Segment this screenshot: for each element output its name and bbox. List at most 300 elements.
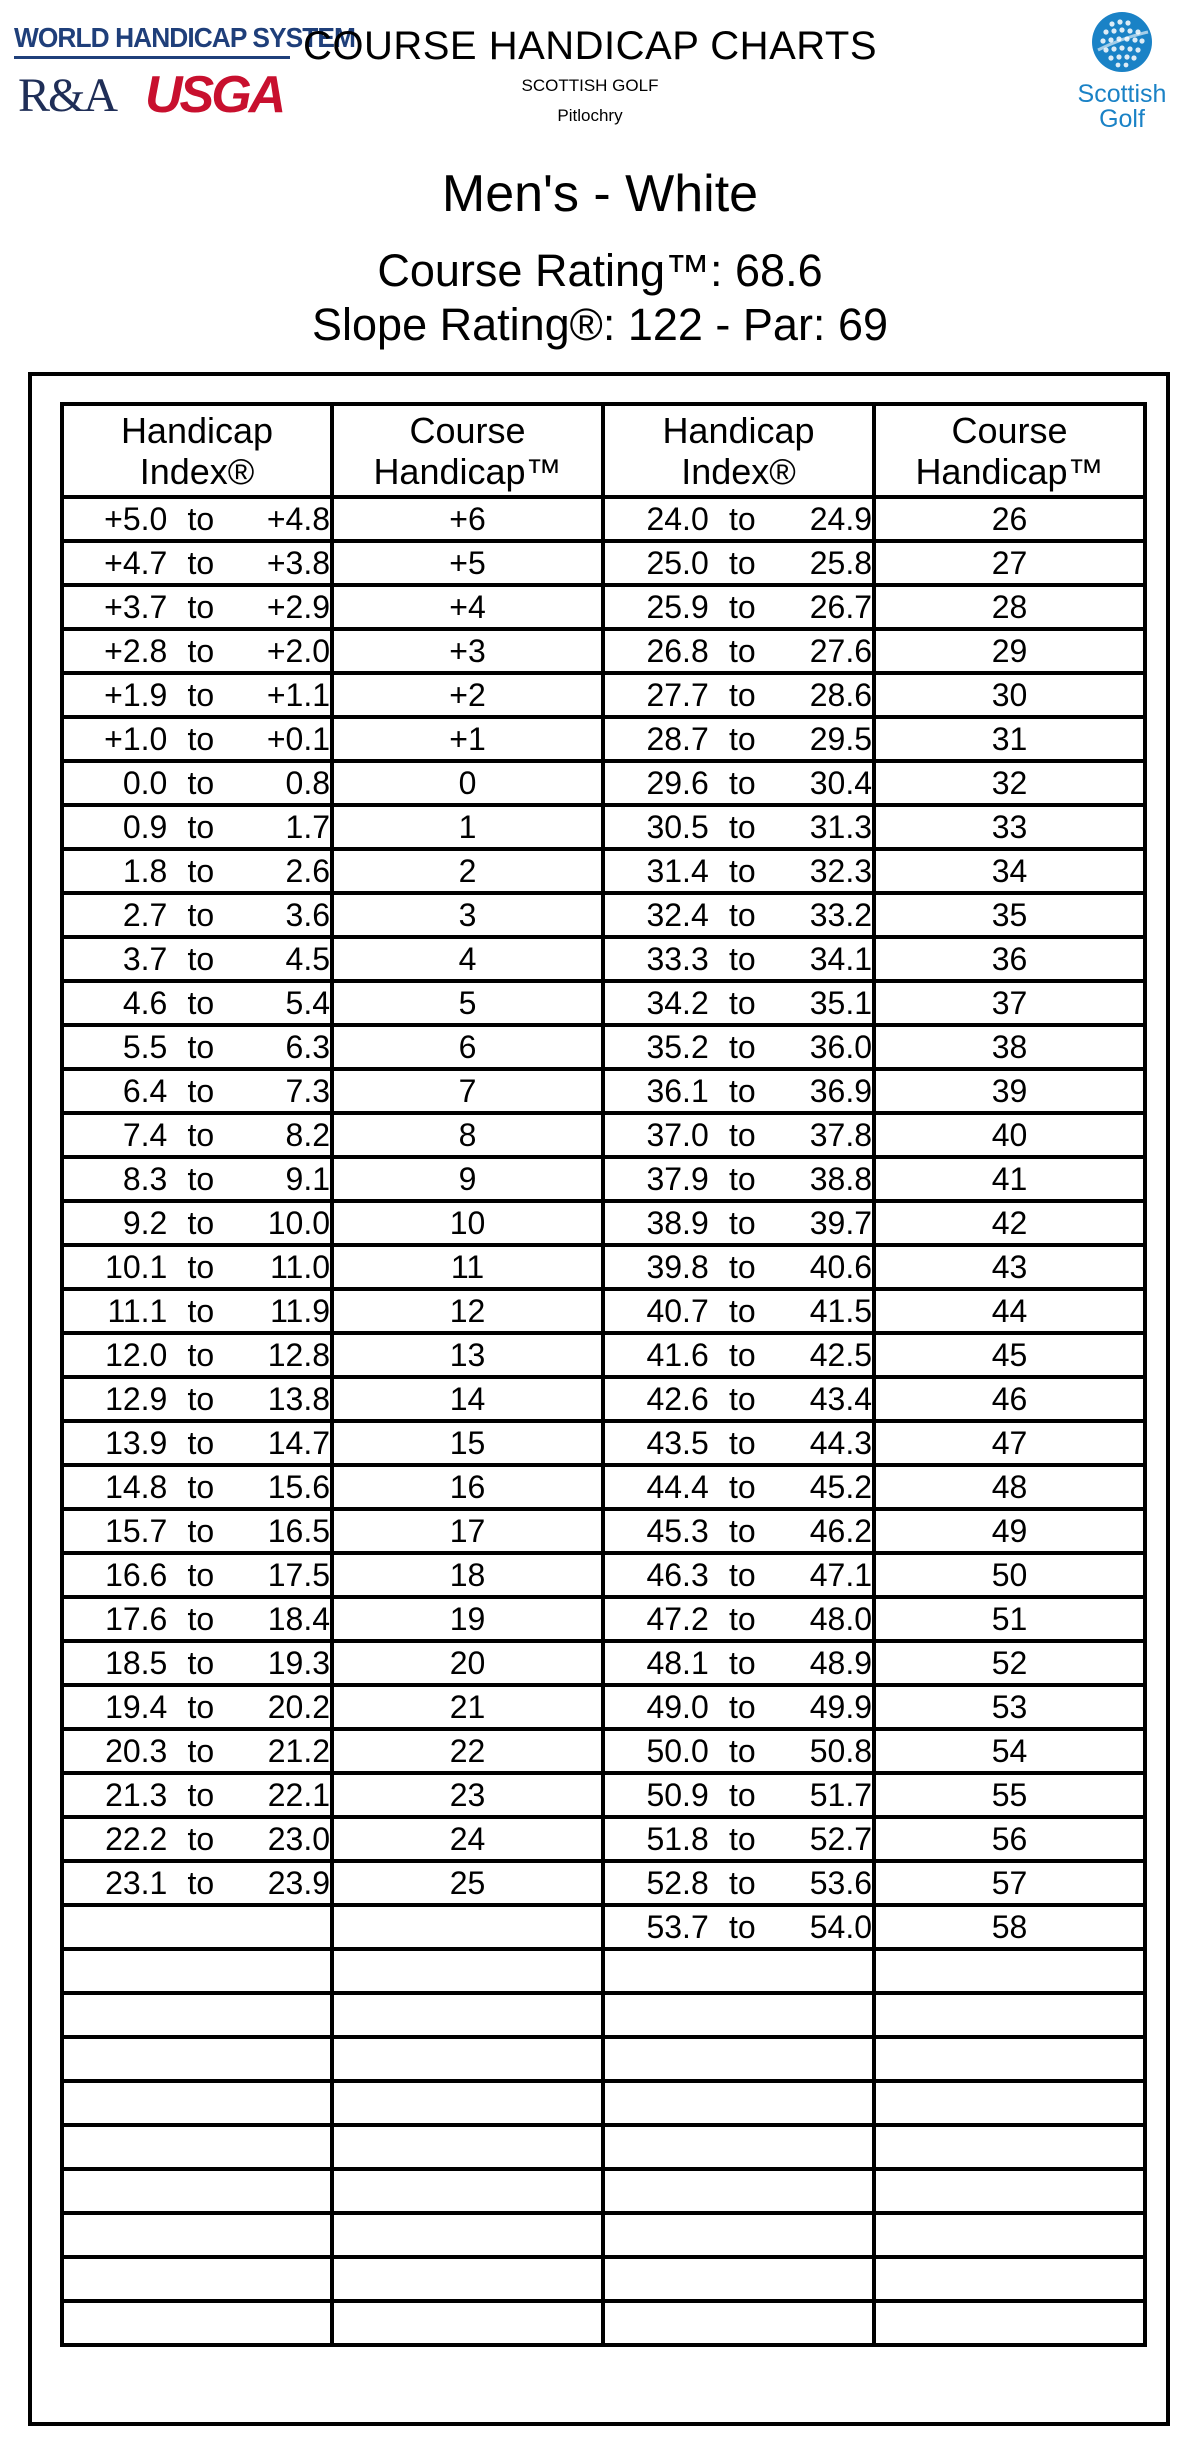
table-row (62, 2257, 1145, 2301)
range-to: 29.5 (809, 720, 873, 757)
range-to: 28.6 (809, 676, 873, 713)
range-from: 18.5 (105, 1644, 168, 1681)
range-to: 9.1 (285, 1160, 331, 1197)
range-from: 23.1 (105, 1864, 168, 1901)
course-handicap-cell: 23 (332, 1773, 603, 1817)
course-handicap-cell: 25 (332, 1861, 603, 1905)
course-handicap-cell: +6 (332, 497, 603, 541)
range-from: 12.9 (105, 1380, 168, 1417)
whs-logo-rule (14, 56, 290, 59)
table-row (62, 541, 1145, 585)
course-handicap-cell (332, 1905, 603, 1949)
range-to-word: to (187, 1028, 215, 1065)
handicap-index-range (605, 1293, 872, 1330)
range-to: 0.8 (285, 764, 331, 801)
range-from: 48.1 (646, 1644, 709, 1681)
course-handicap-cell: 6 (332, 1025, 603, 1069)
table-row (62, 1025, 1145, 1069)
range-to-word: to (729, 1556, 756, 1593)
range-from: 2.7 (122, 896, 168, 933)
range-to-word: to (729, 1204, 756, 1241)
range-to: 3.6 (285, 896, 331, 933)
range-to-word: to (187, 1160, 215, 1197)
handicap-index-cell (62, 1905, 332, 1949)
range-to-word: to (729, 1072, 756, 1109)
course-handicap-cell: 18 (332, 1553, 603, 1597)
handicap-index-cell (603, 2037, 874, 2081)
header-handicap-index-left: Handicap Index® (62, 404, 332, 497)
table-row (62, 1201, 1145, 1245)
range-from: 7.4 (122, 1116, 168, 1153)
handicap-index-cell (62, 541, 332, 585)
range-to: 53.6 (809, 1864, 873, 1901)
table-row (62, 2301, 1145, 2345)
table-row (62, 1333, 1145, 1377)
table-row (62, 1641, 1145, 1685)
range-to-word: to (729, 588, 756, 625)
course-handicap-cell: 17 (332, 1509, 603, 1553)
range-to: 11.9 (270, 1292, 331, 1329)
course-handicap-cell: 40 (874, 1113, 1145, 1157)
range-to: 51.7 (809, 1776, 873, 1813)
handicap-index-range (64, 765, 330, 802)
course-handicap-cell: 35 (874, 893, 1145, 937)
range-from: 43.5 (646, 1424, 709, 1461)
range-to-word: to (729, 984, 756, 1021)
course-handicap-cell: 5 (332, 981, 603, 1025)
course-handicap-cell: 22 (332, 1729, 603, 1773)
range-to: 42.5 (809, 1336, 873, 1373)
table-row (62, 1597, 1145, 1641)
range-to-word: to (187, 940, 215, 977)
course-handicap-cell: 34 (874, 849, 1145, 893)
range-to-word: to (729, 1908, 756, 1945)
range-to-word: to (187, 676, 215, 713)
range-to-word: to (729, 1600, 756, 1637)
handicap-index-cell (603, 1729, 874, 1773)
handicap-index-range (605, 1645, 872, 1682)
range-from: 52.8 (646, 1864, 709, 1901)
range-from: 37.9 (646, 1160, 709, 1197)
range-to: +0.1 (266, 720, 331, 757)
handicap-index-range (605, 633, 872, 670)
course-handicap-cell: 53 (874, 1685, 1145, 1729)
page-title: COURSE HANDICAP CHARTS (302, 24, 878, 68)
course-handicap-cell: 24 (332, 1817, 603, 1861)
handicap-index-cell (62, 2213, 332, 2257)
range-to-word: to (729, 852, 756, 889)
range-to-word: to (729, 1380, 756, 1417)
usga-logo: USGA (145, 66, 284, 124)
handicap-index-range (605, 941, 872, 978)
range-to-word: to (187, 1512, 215, 1549)
header-course-handicap-right: Course Handicap™ (874, 404, 1145, 497)
handicap-index-range (605, 1777, 872, 1814)
handicap-index-range (64, 501, 330, 538)
range-from: 34.2 (646, 984, 709, 1021)
handicap-index-range (64, 1073, 330, 1110)
course-handicap-cell: 56 (874, 1817, 1145, 1861)
course-handicap-cell: 4 (332, 937, 603, 981)
handicap-index-range (605, 1205, 872, 1242)
handicap-index-range (64, 1381, 330, 1418)
range-from: 51.8 (646, 1820, 709, 1857)
course-handicap-cell: 31 (874, 717, 1145, 761)
handicap-index-cell (62, 2169, 332, 2213)
range-from: 33.3 (646, 940, 709, 977)
table-row (62, 1905, 1145, 1949)
course-handicap-cell: +1 (332, 717, 603, 761)
range-from: 45.3 (646, 1512, 709, 1549)
course-handicap-cell: 43 (874, 1245, 1145, 1289)
range-to-word: to (187, 808, 215, 845)
table-header-row (62, 404, 1145, 497)
range-to-word: to (187, 764, 215, 801)
handicap-index-cell (603, 2169, 874, 2213)
course-handicap-cell (332, 2125, 603, 2169)
range-to: 2.6 (285, 852, 331, 889)
table-row (62, 2037, 1145, 2081)
handicap-index-cell (62, 893, 332, 937)
range-to: +2.0 (266, 632, 331, 669)
handicap-index-cell (62, 2081, 332, 2125)
handicap-index-range (64, 853, 330, 890)
range-to: 54.0 (809, 1908, 873, 1945)
course-handicap-cell (332, 2037, 603, 2081)
course-handicap-cell: +2 (332, 673, 603, 717)
range-from: 53.7 (646, 1908, 709, 1945)
range-to: 26.7 (809, 588, 873, 625)
range-to-word: to (729, 764, 756, 801)
range-to: 12.8 (267, 1336, 331, 1373)
handicap-index-cell (603, 1025, 874, 1069)
course-handicap-cell: 28 (874, 585, 1145, 629)
handicap-chart-table (60, 402, 1147, 2347)
table-row (62, 761, 1145, 805)
course-handicap-cell: 46 (874, 1377, 1145, 1421)
range-from: 50.9 (646, 1776, 709, 1813)
range-to: 37.8 (809, 1116, 873, 1153)
range-from: +4.7 (104, 544, 168, 581)
handicap-index-cell (62, 937, 332, 981)
range-from: 49.0 (646, 1688, 709, 1725)
range-from: 25.0 (646, 544, 709, 581)
course-handicap-cell: 27 (874, 541, 1145, 585)
course-handicap-cell: 21 (332, 1685, 603, 1729)
range-from: 29.6 (646, 764, 709, 801)
range-from: 22.2 (105, 1820, 168, 1857)
table-row (62, 1861, 1145, 1905)
range-from: 44.4 (646, 1468, 709, 1505)
handicap-index-cell (603, 541, 874, 585)
table-row (62, 1685, 1145, 1729)
handicap-index-range (64, 545, 330, 582)
handicap-index-range (64, 1469, 330, 1506)
range-from: 16.6 (105, 1556, 168, 1593)
range-from: 36.1 (646, 1072, 709, 1109)
range-to: 27.6 (809, 632, 873, 669)
handicap-index-cell (62, 2301, 332, 2345)
course-handicap-cell (332, 2213, 603, 2257)
handicap-index-cell (603, 1993, 874, 2037)
handicap-index-cell (62, 1949, 332, 1993)
handicap-index-cell (603, 1641, 874, 1685)
handicap-index-cell (62, 1113, 332, 1157)
range-to: 18.4 (267, 1600, 331, 1637)
range-to-word: to (729, 544, 756, 581)
course-handicap-cell (332, 1993, 603, 2037)
course-handicap-cell: +3 (332, 629, 603, 673)
handicap-index-cell (603, 1509, 874, 1553)
handicap-index-cell (603, 2213, 874, 2257)
handicap-index-cell (62, 1817, 332, 1861)
handicap-index-range (64, 633, 330, 670)
course-handicap-cell: 9 (332, 1157, 603, 1201)
golf-ball-icon (1090, 10, 1154, 74)
range-to-word: to (187, 1336, 215, 1373)
range-to: 49.9 (809, 1688, 873, 1725)
handicap-index-range (64, 941, 330, 978)
range-to-word: to (729, 1688, 756, 1725)
range-from: 26.8 (646, 632, 709, 669)
range-to: +4.8 (266, 500, 331, 537)
course-handicap-cell (874, 2081, 1145, 2125)
table-row (62, 1553, 1145, 1597)
handicap-index-cell (603, 629, 874, 673)
course-handicap-cell: +5 (332, 541, 603, 585)
handicap-index-range (605, 1161, 872, 1198)
table-row (62, 1421, 1145, 1465)
range-to-word: to (187, 1072, 215, 1109)
handicap-index-range (605, 1601, 872, 1638)
handicap-index-range (605, 677, 872, 714)
handicap-index-range (605, 1337, 872, 1374)
handicap-index-range (64, 809, 330, 846)
range-from: 17.6 (105, 1600, 168, 1637)
range-to: 22.1 (267, 1776, 331, 1813)
handicap-index-cell (603, 585, 874, 629)
handicap-index-range (64, 1117, 330, 1154)
handicap-index-cell (62, 2037, 332, 2081)
handicap-index-range (605, 853, 872, 890)
handicap-index-cell (62, 1597, 332, 1641)
handicap-index-cell (62, 585, 332, 629)
range-from: 42.6 (646, 1380, 709, 1417)
handicap-index-cell (603, 1245, 874, 1289)
handicap-index-cell (62, 1553, 332, 1597)
handicap-index-range (605, 1029, 872, 1066)
handicap-index-cell (62, 761, 332, 805)
handicap-index-cell (603, 1157, 874, 1201)
handicap-index-cell (603, 2301, 874, 2345)
course-handicap-cell (874, 2257, 1145, 2301)
handicap-index-cell (62, 497, 332, 541)
handicap-index-range (64, 1689, 330, 1726)
handicap-index-cell (62, 1773, 332, 1817)
range-to: 46.2 (809, 1512, 873, 1549)
range-from: 9.2 (122, 1204, 168, 1241)
table-row (62, 2125, 1145, 2169)
range-to-word: to (729, 720, 756, 757)
association-name: SCOTTISH GOLF (521, 76, 659, 95)
range-to-word: to (729, 632, 756, 669)
course-handicap-cell: 20 (332, 1641, 603, 1685)
handicap-index-range (605, 765, 872, 802)
table-row (62, 1465, 1145, 1509)
handicap-index-cell (603, 937, 874, 981)
handicap-index-cell (603, 1861, 874, 1905)
handicap-index-cell (603, 497, 874, 541)
range-to: 45.2 (809, 1468, 873, 1505)
range-to: 11.0 (270, 1248, 331, 1285)
range-to-word: to (187, 1116, 215, 1153)
range-to-word: to (187, 1248, 215, 1285)
handicap-index-cell (62, 805, 332, 849)
handicap-index-cell (603, 1553, 874, 1597)
handicap-index-range (64, 1821, 330, 1858)
handicap-index-cell (62, 1861, 332, 1905)
range-to: 43.4 (809, 1380, 873, 1417)
range-to: 30.4 (809, 764, 873, 801)
handicap-index-cell (62, 1641, 332, 1685)
range-to-word: to (187, 1732, 215, 1769)
handicap-index-cell (603, 849, 874, 893)
handicap-index-cell (62, 849, 332, 893)
handicap-index-cell (603, 1465, 874, 1509)
range-to-word: to (729, 500, 756, 537)
handicap-index-cell (62, 2257, 332, 2301)
range-to: 7.3 (285, 1072, 331, 1109)
handicap-index-range (64, 985, 330, 1022)
course-handicap-cell: 32 (874, 761, 1145, 805)
range-from: 0.9 (122, 808, 168, 845)
range-to-word: to (187, 500, 215, 537)
range-from: +5.0 (104, 500, 168, 537)
range-to-word: to (729, 808, 756, 845)
course-handicap-cell: 15 (332, 1421, 603, 1465)
handicap-index-range (605, 897, 872, 934)
course-handicap-cell (332, 2169, 603, 2213)
range-to-word: to (187, 1864, 215, 1901)
table-row (62, 893, 1145, 937)
range-to: 40.6 (809, 1248, 873, 1285)
range-to-word: to (729, 1160, 756, 1197)
handicap-index-cell (603, 893, 874, 937)
range-to: 25.8 (809, 544, 873, 581)
course-name: Pitlochry (557, 106, 623, 125)
handicap-index-cell (62, 1421, 332, 1465)
range-to-word: to (729, 1116, 756, 1153)
table-row (62, 805, 1145, 849)
range-from: 28.7 (646, 720, 709, 757)
course-handicap-cell: 1 (332, 805, 603, 849)
range-from: +1.0 (104, 720, 168, 757)
course-handicap-cell: 33 (874, 805, 1145, 849)
range-to-word: to (729, 1864, 756, 1901)
handicap-index-range (605, 501, 872, 538)
range-to: +2.9 (266, 588, 331, 625)
range-to: 38.8 (809, 1160, 873, 1197)
range-to-word: to (187, 1644, 215, 1681)
range-to: 31.3 (809, 808, 873, 845)
handicap-index-range (605, 1073, 872, 1110)
range-to: 48.9 (809, 1644, 873, 1681)
range-from: 0.0 (122, 764, 168, 801)
course-handicap-cell: +4 (332, 585, 603, 629)
range-to: 41.5 (809, 1292, 873, 1329)
range-from: 20.3 (105, 1732, 168, 1769)
range-to: 15.6 (267, 1468, 331, 1505)
whs-logo-text: WORLD HANDICAP SYSTEM (14, 22, 355, 53)
handicap-index-range (605, 589, 872, 626)
course-handicap-cell: 0 (332, 761, 603, 805)
course-handicap-cell: 42 (874, 1201, 1145, 1245)
table-row (62, 1289, 1145, 1333)
course-handicap-cell (874, 2169, 1145, 2213)
course-handicap-cell (874, 2301, 1145, 2345)
range-to-word: to (187, 1292, 215, 1329)
table-row (62, 2213, 1145, 2257)
handicap-index-range (605, 1117, 872, 1154)
course-handicap-cell (874, 1993, 1145, 2037)
range-from: +2.8 (104, 632, 168, 669)
range-to: 10.0 (267, 1204, 331, 1241)
course-handicap-cell: 3 (332, 893, 603, 937)
handicap-index-range (64, 721, 330, 758)
course-handicap-cell: 55 (874, 1773, 1145, 1817)
handicap-index-cell (603, 673, 874, 717)
scottish-golf-logo-line2: Golf (1099, 105, 1145, 133)
range-from: 25.9 (646, 588, 709, 625)
handicap-index-range (64, 897, 330, 934)
range-to-word: to (187, 896, 215, 933)
range-to: 35.1 (809, 984, 873, 1021)
handicap-index-cell (603, 1597, 874, 1641)
handicap-index-cell (62, 1377, 332, 1421)
table-row (62, 1157, 1145, 1201)
course-handicap-cell: 51 (874, 1597, 1145, 1641)
range-to-word: to (187, 588, 215, 625)
handicap-index-range (605, 1557, 872, 1594)
range-to-word: to (187, 632, 215, 669)
range-to: 17.5 (267, 1556, 331, 1593)
handicap-index-cell (62, 1025, 332, 1069)
range-to: +1.1 (266, 676, 331, 713)
range-from: 27.7 (646, 676, 709, 713)
course-handicap-cell: 52 (874, 1641, 1145, 1685)
handicap-index-range (64, 1249, 330, 1286)
handicap-index-range (64, 1645, 330, 1682)
range-to-word: to (729, 1732, 756, 1769)
range-to-word: to (729, 1468, 756, 1505)
range-from: +3.7 (104, 588, 168, 625)
range-to-word: to (187, 1468, 215, 1505)
course-handicap-cell: 11 (332, 1245, 603, 1289)
range-to-word: to (187, 1688, 215, 1725)
range-from: 15.7 (105, 1512, 168, 1549)
handicap-index-range (64, 1337, 330, 1374)
range-from: 5.5 (122, 1028, 168, 1065)
handicap-index-range (605, 1249, 872, 1286)
handicap-index-range (64, 1557, 330, 1594)
course-handicap-cell: 39 (874, 1069, 1145, 1113)
course-handicap-cell: 38 (874, 1025, 1145, 1069)
handicap-index-range (605, 1733, 872, 1770)
range-from: 21.3 (105, 1776, 168, 1813)
course-handicap-cell: 44 (874, 1289, 1145, 1333)
handicap-index-cell (603, 1289, 874, 1333)
range-to-word: to (187, 1380, 215, 1417)
